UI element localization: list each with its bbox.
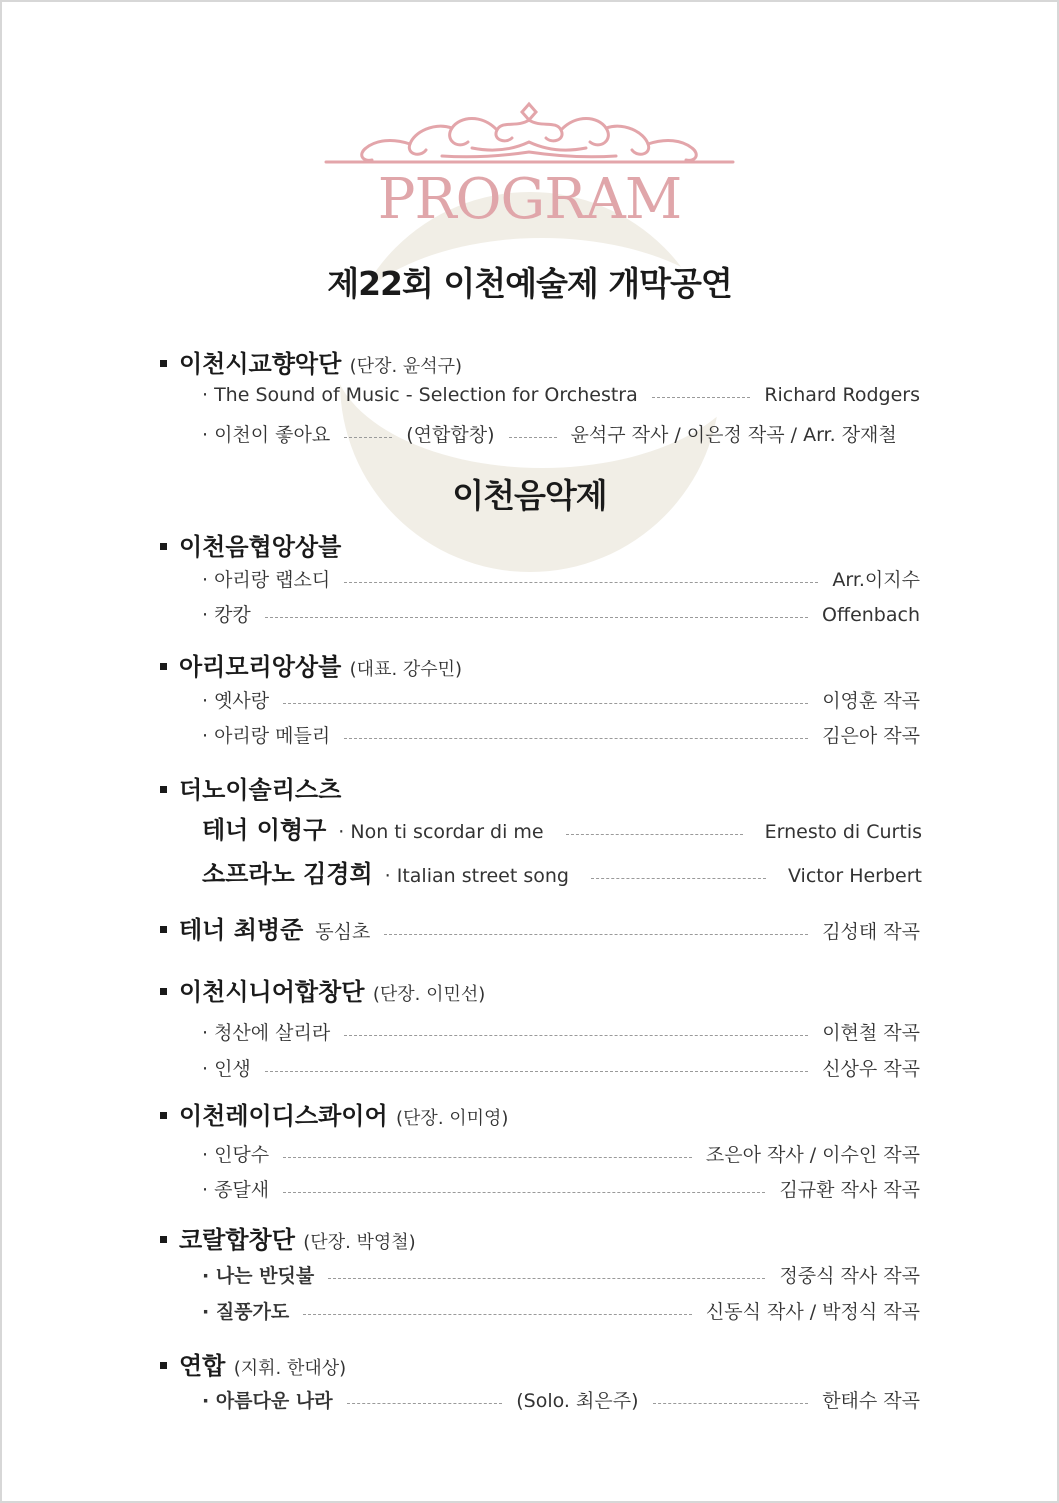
dot-leader xyxy=(344,1035,808,1036)
piece-title: · The Sound of Music - Selection for Orchestra xyxy=(202,384,638,406)
piece-credit: 이현철 작곡 xyxy=(822,1022,920,1044)
dot-leader xyxy=(509,437,557,438)
group-heading xyxy=(160,344,462,379)
piece-title: · 인생 xyxy=(202,1058,251,1080)
dot-leader xyxy=(566,834,743,835)
piece-credit: Ernesto di Curtis xyxy=(764,821,922,843)
dot-leader xyxy=(347,1403,503,1404)
group-name: 코랄합창단 xyxy=(179,1226,295,1254)
piece-title: · 청산에 살리라 xyxy=(202,1022,331,1044)
program-item xyxy=(160,910,920,944)
event-title: 제22회 이천예술제 개막공연 xyxy=(327,264,732,303)
performer-name: 소프라노 김경희 xyxy=(202,860,373,888)
group-name: 이천레이디스콰이어 xyxy=(179,1102,388,1130)
group-name: 이천음협앙상블 xyxy=(179,533,342,561)
piece-credit: Richard Rodgers xyxy=(764,384,920,406)
group-leader: (지휘. 한대상) xyxy=(233,1358,347,1379)
dot-leader xyxy=(283,1157,692,1158)
dot-leader xyxy=(384,934,808,935)
bullet-icon xyxy=(160,543,167,550)
piece-title: · 이천이 좋아요 xyxy=(202,424,331,446)
dot-leader xyxy=(303,1314,692,1315)
piece-credit: 김규환 작사 작곡 xyxy=(779,1179,920,1201)
bullet-icon xyxy=(160,1236,167,1243)
bullet-icon xyxy=(160,1112,167,1119)
bullet-icon xyxy=(160,786,167,793)
dot-leader xyxy=(344,582,818,583)
piece-title: 동심초 xyxy=(315,921,371,943)
program-item xyxy=(202,1297,920,1325)
piece-credit: 신동식 작사 / 박정식 작곡 xyxy=(705,1301,920,1323)
piece-title: · 질풍가도 xyxy=(202,1301,290,1323)
group-heading xyxy=(160,972,485,1007)
program-item xyxy=(202,1018,920,1046)
piece-credit: 김성태 작곡 xyxy=(822,921,920,943)
program-item xyxy=(202,721,920,749)
piece-note: (연합합창) xyxy=(406,424,495,446)
festival-title: 이천음악제 xyxy=(452,476,607,515)
piece-credit: 김은아 작곡 xyxy=(822,725,920,747)
bullet-icon xyxy=(160,663,167,670)
group-name: 더노이솔리스츠 xyxy=(179,776,342,804)
soloist-item xyxy=(202,810,922,845)
piece-title: · 나는 반딧불 xyxy=(202,1265,315,1287)
program-item xyxy=(202,384,920,412)
bullet-icon xyxy=(160,988,167,995)
bullet-icon xyxy=(160,1362,167,1369)
program-item xyxy=(202,686,920,714)
group-heading xyxy=(160,1346,346,1381)
group-name: 이천시니어합창단 xyxy=(179,978,365,1006)
piece-title: · 인당수 xyxy=(202,1144,270,1166)
performer-name: 테너 이형구 xyxy=(202,816,327,844)
program-item xyxy=(202,600,920,628)
piece-credit: 윤석구 작사 / 이은정 작곡 / Arr. 장재철 xyxy=(570,424,897,446)
soloist-item xyxy=(202,854,922,889)
piece-credit: 조은아 작사 / 이수인 작곡 xyxy=(705,1144,920,1166)
dot-leader xyxy=(344,738,808,739)
group-leader: (단장. 윤석구) xyxy=(349,356,463,377)
program-item xyxy=(202,1175,920,1203)
dot-leader xyxy=(328,1278,765,1279)
program-item xyxy=(202,1261,920,1289)
bullet-icon xyxy=(160,926,167,933)
group-heading xyxy=(160,770,341,805)
piece-credit: 한태수 작곡 xyxy=(822,1390,920,1412)
dot-leader xyxy=(344,437,392,438)
program-item xyxy=(202,1140,920,1168)
piece-title: · 아름다운 나라 xyxy=(202,1390,333,1412)
group-heading xyxy=(160,1220,416,1255)
piece-credit: Arr.이지수 xyxy=(832,569,920,591)
program-item xyxy=(202,1386,920,1414)
piece-credit: 정중식 작사 작곡 xyxy=(779,1265,920,1287)
piece-title: · Italian street song xyxy=(384,865,569,887)
group-leader: (단장. 이미영) xyxy=(396,1108,509,1129)
group-name: 연합 xyxy=(179,1352,226,1380)
piece-note: (Solo. 최은주) xyxy=(516,1390,639,1412)
piece-credit: Offenbach xyxy=(822,604,920,626)
piece-title: · Non ti scordar di me xyxy=(338,821,544,843)
program-title: PROGRAM xyxy=(377,167,682,232)
program-item xyxy=(202,1054,920,1082)
dot-leader xyxy=(265,617,808,618)
piece-title: · 종달새 xyxy=(202,1179,270,1201)
group-leader: (대표. 강수민) xyxy=(349,659,463,680)
piece-credit: Victor Herbert xyxy=(787,865,922,887)
group-leader: (단장. 박영철) xyxy=(303,1232,416,1253)
group-name: 아리모리앙상블 xyxy=(179,653,342,681)
piece-title: · 옛사랑 xyxy=(202,690,270,712)
dot-leader xyxy=(265,1071,808,1072)
program-item xyxy=(202,565,920,593)
ornament-icon xyxy=(322,98,737,168)
dot-leader xyxy=(591,878,766,879)
group-leader: (단장. 이민선) xyxy=(372,984,486,1005)
piece-title: · 아리랑 메들리 xyxy=(202,725,331,747)
piece-title: · 아리랑 랩소디 xyxy=(202,569,331,591)
piece-credit: 이영훈 작곡 xyxy=(822,690,920,712)
dot-leader xyxy=(652,397,751,398)
dot-leader xyxy=(283,703,808,704)
piece-title: · 캉캉 xyxy=(202,604,251,626)
group-heading xyxy=(160,527,341,562)
group-name: 이천시교향악단 xyxy=(179,350,342,378)
bullet-icon xyxy=(160,360,167,367)
dot-leader xyxy=(653,1403,809,1404)
piece-credit: 신상우 작곡 xyxy=(822,1058,920,1080)
group-name: 테너 최병준 xyxy=(179,916,304,944)
dot-leader xyxy=(283,1192,765,1193)
group-heading xyxy=(160,647,462,682)
program-item xyxy=(202,420,920,448)
group-heading xyxy=(160,910,303,945)
group-heading xyxy=(160,1096,508,1131)
